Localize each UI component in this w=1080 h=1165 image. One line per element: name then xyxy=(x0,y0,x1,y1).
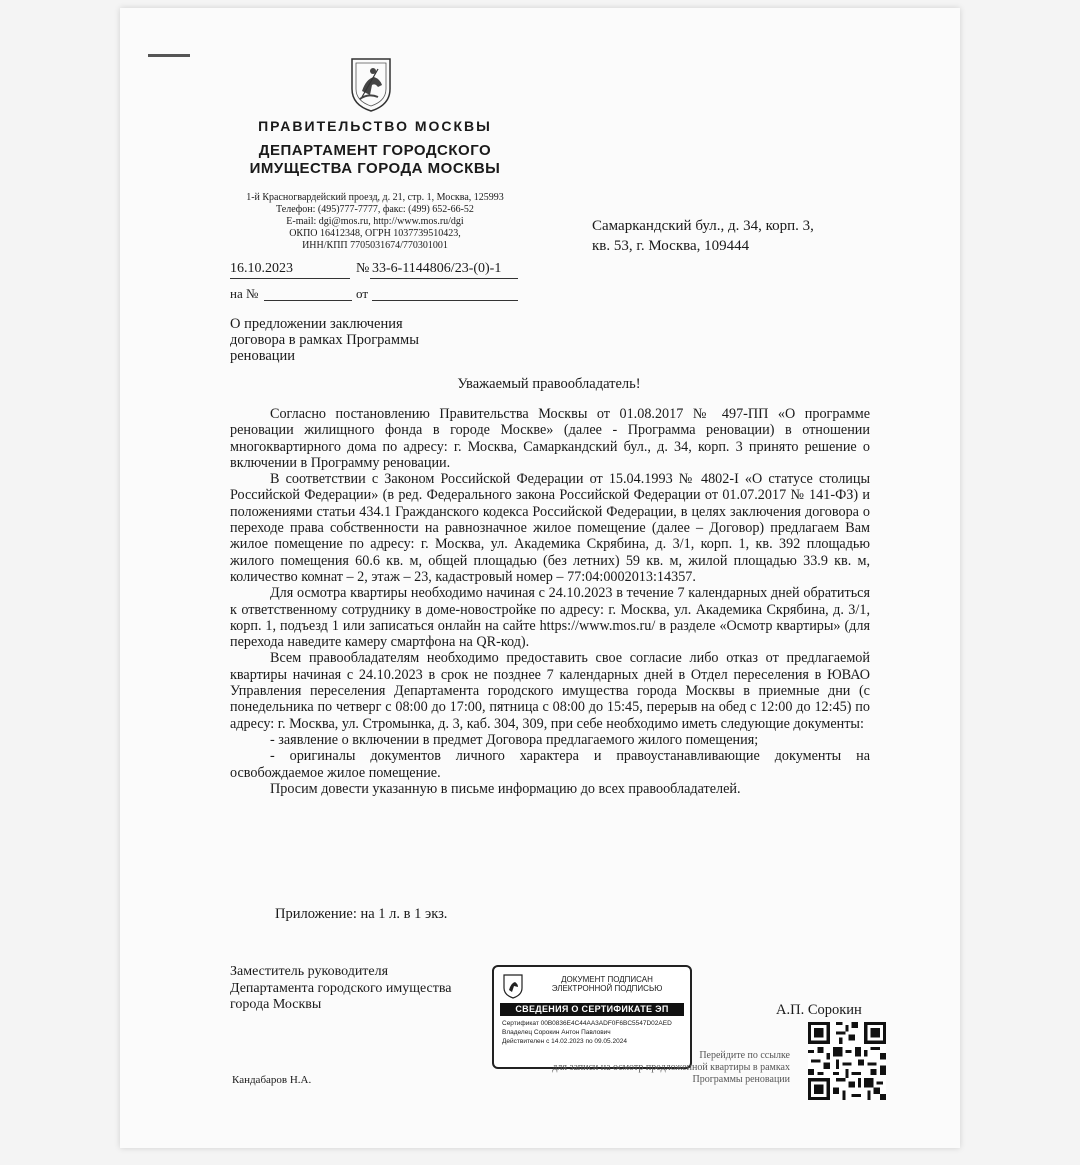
signer-title: Заместитель руководителя Департамента городского имущества города Москвы xyxy=(230,964,452,1012)
moscow-coat-of-arms-icon xyxy=(348,55,394,113)
signer-name: А.П. Сорокин xyxy=(776,1002,862,1018)
letter-body xyxy=(230,406,870,797)
ref-underline xyxy=(264,300,352,301)
stamp-certificate-bar: СВЕДЕНИЯ О СЕРТИФИКАТЕ ЭП xyxy=(500,1003,684,1016)
paragraph-renovation-decision: Согласно постановлению Правительства Москвы от 01.08.2017 № 497-ПП «О программе реновации жилищного фонда в городе Москве» (далее - Программа реновации) в отношении многоквартирного дома по адресу: г. Москва, Самаркандский бул., д. 34, корп. 3 принято решение о включении в Программу реновации. xyxy=(230,406,870,471)
ref-label: на № xyxy=(230,286,259,301)
stamp-owner: Владелец Сорокин Антон Павлович xyxy=(502,1029,611,1036)
corner-mark xyxy=(148,54,190,57)
letter-number: 33-6-1144806/23-(0)-1 xyxy=(372,261,502,276)
letter-date: 16.10.2023 xyxy=(230,261,293,276)
department-title: ДЕПАРТАМЕНТ ГОРОДСКОГО ИМУЩЕСТВА ГОРОДА МОСКВЫ xyxy=(249,142,501,177)
stamp-heading: ДОКУМЕНТ ПОДПИСАН ЭЛЕКТРОННОЙ ПОДПИСЬЮ xyxy=(551,975,663,993)
number-underline xyxy=(370,278,518,279)
executor-name: Кандабаров Н.А. xyxy=(232,1074,312,1086)
qr-note: Перейдите по ссылке для записи на осмотр предложенной квартиры в рамках Программы реновации xyxy=(552,1050,790,1085)
list-item: - оригиналы документов личного характера и правоустанавливающие документы на освобождаемое жилое помещение. xyxy=(230,748,870,781)
stamp-certificate: Сертификат 00B0836E4C44AA3ADF0F6BC5547D02AED xyxy=(502,1020,672,1027)
moscow-coat-of-arms-icon xyxy=(502,973,524,999)
paragraph-request: Просим довести указанную в письме информацию до всех правообладателей. xyxy=(270,780,741,797)
greeting: Уважаемый правообладатель! xyxy=(457,376,641,392)
from-underline xyxy=(372,300,518,301)
list-item: - заявление о включении в предмет Договора предлагаемого жилого помещения; xyxy=(270,731,759,748)
recipient-address: Самаркандский бул., д. 34, корп. 3, кв. 53, г. Москва, 109444 xyxy=(592,218,814,254)
paragraph-inspection: Для осмотра квартиры необходимо начиная с 24.10.2023 в течение 7 календарных дней обратиться к ответственному сотруднику в доме-новостройке по адресу: г. Москва, ул. Академика Скрябина, д. 3/1, корп. 1, подъезд 1 или записаться онлайн на сайте https://www.mos.ru/ в разделе «Осмотр квартиры» (для перехода наведите камеру смартфона на QR-код). xyxy=(230,585,870,651)
number-sign: № xyxy=(356,261,370,276)
paragraph-apartment-offer: В соответствии с Законом Российской Федерации от 15.04.1993 № 4802-I «О статусе столицы Российской Федерации» (в ред. Федерального закона Российской Федерации от 01.07.2017 № 141-ФЗ) и положениями статьи 434.1 Гражданского кодекса Российской Федерации, в целях заключения договора о переходе права собственности на равнозначное жилое помещение (далее – Договор) предлагаем Вам жилое помещение по адресу: г. Москва, ул. Академика Скрябина, д. 3/1, корп. 1, кв. 392 площадью жилого помещения 60.6 кв. м, общей площадью (без летних) 59 кв. м, жилой площадью 33.9 кв. м, количество комнат – 2, этаж – 23, кадастровый номер – 77:04:0002013:14357. xyxy=(230,471,870,585)
qr-code-icon[interactable] xyxy=(808,1022,886,1100)
attachment-note: Приложение: на 1 л. в 1 экз. xyxy=(275,906,448,922)
letter-subject: О предложении заключения договора в рамках Программы реновации xyxy=(230,316,419,364)
stamp-validity: Действителен с 14.02.2023 по 09.05.2024 xyxy=(502,1038,627,1045)
from-label: от xyxy=(356,286,369,301)
paragraph-consent: Всем правообладателям необходимо предоставить свое согласие либо отказ от предлагаемой квартиры начиная с 24.10.2023 в срок не позднее 7 календарных дней в Отдел переселения в ЮВАО Управления переселения Департамента городского имущества города Москвы в приемные дни (с понедельника по четверг с 08:00 до 17:00, пятница с 08:00 до 15:45, перерыв на обед с 12:00 до 12:45) по адресу: г. Москва, ул. Стромынка, д. 3, каб. 304, 309, при себе необходимо иметь следующие документы: xyxy=(230,650,870,732)
government-title: ПРАВИТЕЛЬСТВО МОСКВЫ xyxy=(258,118,492,134)
date-underline xyxy=(230,278,350,279)
department-contacts: 1-й Красногвардейский проезд, д. 21, стр. 1, Москва, 125993 Телефон: (495)777-7777, факс: (499) 652-66-52 E-mail: dgi@mos.ru, http://www.mos.ru/dgi ОКПО 16412348, ОГРН 1037739510423, ИНН/КПП 7705031674/770301001 xyxy=(246,192,504,251)
